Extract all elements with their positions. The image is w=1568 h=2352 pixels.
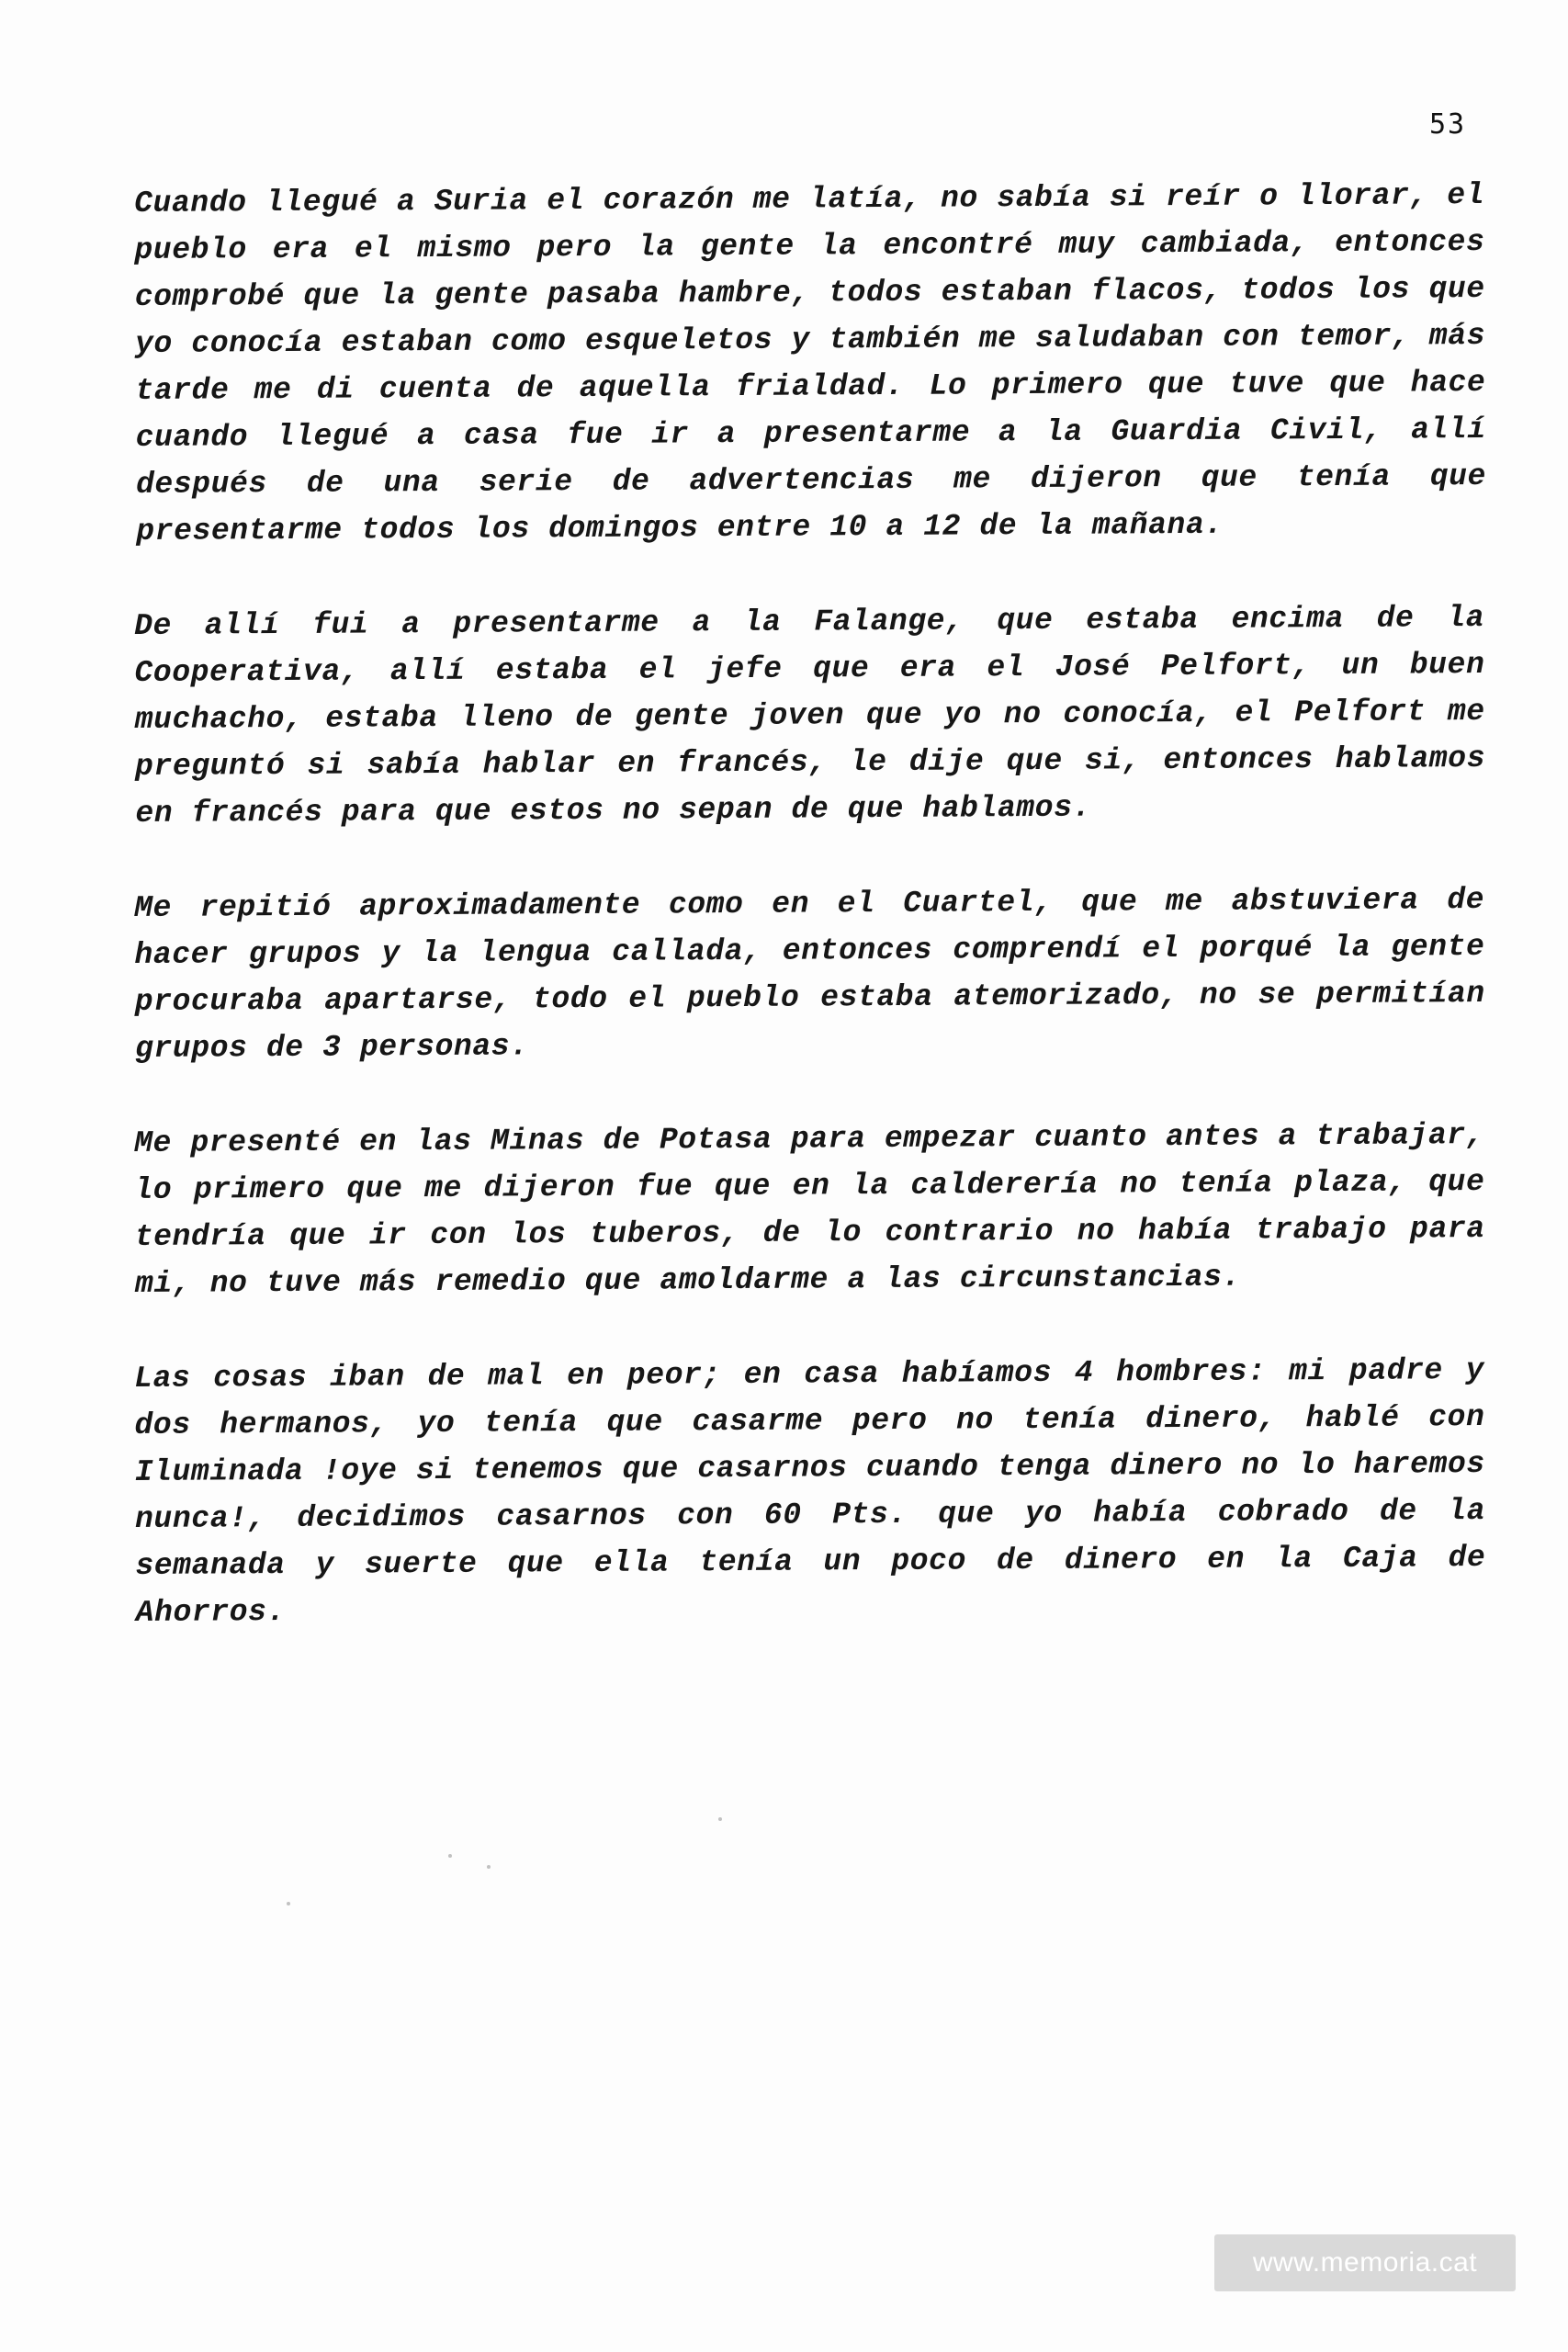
body-text <box>134 178 1487 1684</box>
page-number: 53 <box>1429 108 1467 141</box>
scan-speck <box>718 1817 722 1821</box>
paragraph-3: Me repitió aproximadamente como en el Cuartel, que me abstuviera de hacer grupos y la lengua callada, entonces comprendí el porqué la gente procuraba apartarse, todo el pueblo estaba atemorizado, no se permitían grupos de 3 personas. <box>134 883 1485 1066</box>
scan-speck <box>487 1865 491 1869</box>
scan-speck <box>287 1902 290 1905</box>
paragraph-5: Las cosas iban de mal en peor; en casa habíamos 4 hombres: mi padre y dos hermanos, yo tenía que casarme pero no tenía dinero, hablé con Iluminada !oye si tenemos que casarnos cuando tenga dinero no lo haremos nunca!, decidimos casarnos con 60 Pts. que yo había cobrado de la semanada y suerte que ella tenía un poco de dinero en la Caja de Ahorros. <box>134 1353 1486 1630</box>
paragraph-4: Me presenté en las Minas de Potasa para empezar cuanto antes a trabajar, lo primero que me dijeron fue que en la calderería no tenía plaza, que tendría que ir con los tuberos, de lo contrario no había trabajo para mi, no tuve más remedio que amoldarme a las circunstancias. <box>134 1118 1485 1301</box>
watermark: www.memoria.cat <box>1214 2234 1516 2291</box>
paragraph-1: Cuando llegué a Suria el corazón me latía, no sabía si reír o llorar, el pueblo era el mismo pero la gente la encontré muy cambiada, entonces comprobé que la gente pasaba hambre, todos estaban flacos, todos los que yo conocía estaban como esqueletos y también me saludaban con temor, más tarde me di cuenta de aquella frialdad. Lo primero que tuve que hace cuando llegué a casa fue ir a presentarme a la Guardia Civil, allí después de una serie de advertencias me dijeron que tenía que presentarme todos los domingos entre 10 a 12 de la mañana. <box>134 178 1487 548</box>
scan-speck <box>448 1854 452 1858</box>
paragraph-2: De allí fui a presentarme a la Falange, que estaba encima de la Cooperativa, allí estaba el jefe que era el José Pelfort, un buen muchacho, estaba lleno de gente joven que yo no conocía, el Pelfort me preguntó si sabía hablar en francés, le dije que si, entonces hablamos en francés para que estos no sepan de que hablamos. <box>134 601 1486 831</box>
